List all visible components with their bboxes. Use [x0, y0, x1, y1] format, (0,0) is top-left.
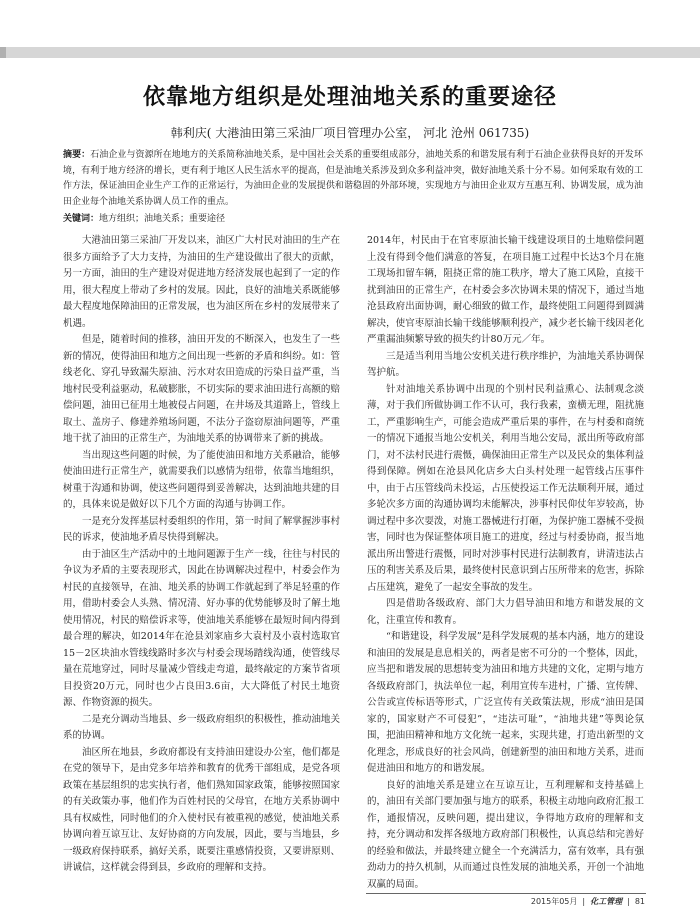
keywords-text: 地方组织；油地关系；重要途径 — [99, 214, 226, 224]
paragraph: 良好的油地关系是建立在互谅互让，互利理解和支持基础上的，油田有关部门要加强与地方的联系，积极主动地向政府汇报工作，通报情况，反映问题，提出建议，争得地方政府的理解和支持，充分调动和发挥各级地方政府部门积极性，认真总结和完善好的经验和做法，并最终建立健全一个充满活力，富有效率，具有强劲动力的持久机制，从而通过良性发展的油地关系，开创一个油地双赢的局面。 — [367, 779, 644, 890]
paragraph: 针对油地关系协调中出现的个别村民利益熏心、法制观念淡薄，对于我们所做协调工作不认可，我行我素，蛮横无理，阻扰施工，严重影响生产，可能会造成严重后果的事件，在与村委和商统一的情况下通报当地公安机关，利用当地公安局，派出所等政府部门，对不法村民进行震慑，确保油田正常生产以及民众的集体利益得到保障。例如在沧县风化店乡大白头村处理一起管线占压事件中，由于占压管线尚未投运，占压使投运工作无法顺利开展，通过多轮次多方面的沟通协调均未能解决，涉事村民仰仗年岁较高，协调过程中多次耍泼，对施工器械进行打砸，为保护施工器械不受损害，同时也为保证整体项目施工的进度，经过与村委协商，报当地派出所出警进行震慑，同时对涉事村民进行法制教育，讲清违法占压的利害关系及后果，最终使村民意识到占压所带来的危害，拆除占压建筑，避免了一起安全事故的发生。 — [367, 383, 644, 593]
body-column-right — [367, 233, 644, 893]
journal-name: 化工管理 — [590, 897, 623, 906]
paragraph: 一是充分发挥基层村委组织的作用，第一时间了解掌握涉事村民的诉求，使油地矛盾尽快得到解决。 — [63, 515, 340, 543]
abstract-label: 摘要： — [63, 150, 91, 160]
page-number: 81 — [634, 897, 645, 906]
keywords — [63, 212, 643, 227]
header-bar-accent — [0, 47, 6, 58]
header-bar — [0, 47, 700, 58]
paragraph: “和谐建设，科学发展”是科学发展观的基本内涵，地方的建设和油田的发展是息息相关的，两者是密不可分的一个整体，因此，应当把和谐发展的思想转变为油田和地方共建的文化，定期与地方各级政府部门，执法单位一起，利用宣传车进村，广播、宣传牌、公告或宣传标语等形式，广泛宣传有关政策法规，形成“油田是国家的，国家财产不可侵犯”，“违法可耻”，“油地共建”等舆论氛围，把油田精神和地方文化统一起来，实现共建，打造出新型的文化理念，形成良好的社会风尚，创建新型的油田和地方关系，进而促进油田和地方的和谐发展。 — [367, 631, 644, 774]
paragraph: 三是适当利用当地公安机关进行秩序维护，为油地关系协调保驾护航。 — [367, 350, 644, 378]
footer-rule — [366, 893, 646, 894]
article-title: 依靠地方组织是处理油地关系的重要途径 — [142, 85, 557, 110]
issue-date: 2015年05月 — [530, 897, 578, 906]
keywords-label: 关键词： — [63, 214, 100, 224]
paragraph: 由于油区生产活动中的土地问题源于生产一线，往往与村民的争议为矛盾的主要表现形式，因此在协调解决过程中，村委会作为村民的直接领导，在油、地关系的协调工作就起到了举足轻重的作用，借助村委会人头熟、情况清、好办事的优势能够及时了解土地使用情况，村民的赔偿诉求等，使油地关系能够在最短时间内得到最合理的解决，如2014年在沧县刘家庙乡大袁村及小袁村选取官15－2区块油水管线线路时多次与村委会现场踏线沟通，使管线尽量在荒地穿过，同时尽量减少管线走弯道，最终敲定的方案节省项目投资20万元，同时也少占良田3.6亩，大大降低了村民土地资源、作物资源的损失。 — [63, 548, 340, 708]
paragraph: 二是充分调动当地县、乡一级政府组织的积极性，推动油地关系的协调。 — [63, 713, 340, 741]
author-line: 韩利庆( 大港油田第三采油厂项目管理办公室， 河北 沧州 061735) — [170, 126, 530, 140]
body-column-left — [63, 233, 340, 877]
abstract-text: 石油企业与资源所在地地方的关系简称油地关系，是中国社会关系的重要组成部分，油地关系的和谐发展有利于石油企业获得良好的开发环境，有利于地方经济的增长，更有利于地区人民生活水平的提高，但是油地关系涉及到众多利益冲突，做好油地关系十分不易。如何采取有效的工作方法，保证油田企业生产工作的正常运行，为油田企业的发展提供和谐稳固的外部环境，实现地方与油田企业双方互惠互利、协调发展，成为油田企业每个油地关系协调人员工作的重点。 — [63, 150, 643, 207]
paragraph: 2014年，村民由于在官枣原油长输干线建设项目的土地赔偿问题上没有得到令他们满意的答复，在项目施工过程中长达3个月在施工现场扣留车辆，阻挠正常的施工秩序，增大了施工风险，直接干扰到油田的正常生产，在村委会多次协调未果的情况下，通过当地沧县政府出面协调，耐心细致的做工作，最终使阻工问题得到圆满解决，使官枣原油长输干线能够顺利投产，减少老长输干线因老化严重漏油频繁导致的损失约计80万元／年。 — [367, 235, 644, 345]
paragraph: 但是，随着时间的推移，油田开发的不断深入，也发生了一些新的情况，使得油田和地方之间出现一些新的矛盾和纠纷。如：管线老化、穿孔导致漏失原油、污水对农田造成的污染日益严重，当地村民受利益驱动，私破膨胀，不切实际的要求油田进行高额的赔偿问题，油田已征用土地被侵占问题，在井场及其道路上，管线上取土、盖房子、修建养殖场问题，不法分子盗窃原油问题等，严重地干扰了油田的正常生产，为油地关系的协调带来了新的挑战。 — [63, 334, 340, 444]
paragraph: 油区所在地县，乡政府都设有支持油田建设办公室，他们都是在党的领导下，是由党多年培养和教育的优秀干部组成，是党各项政策在基层组织的忠实执行者，他们熟知国家政策，能够按照国家的有关政策办事，他们作为百姓村民的父母官，在地方关系协调中具有权威性，同时他们的介入使村民有被重视的感觉，使油地关系协调向着互谅互让、友好协商的方向发展，因此，要与当地县，乡一级政府保持联系，搞好关系，既要注重感情投资，又要讲原则、讲诚信，这样就会得到县，乡政府的理解和支持。 — [63, 746, 340, 873]
paragraph: 当出现这些问题的时候，为了能使油田和地方关系融洽，能够使油田进行正常生产，就需要我们以感情为纽带，依靠当地组织，树重于沟通和协调，使这些问题得到妥善解决，达到油地共建的目的，具体来说是做好以下几个方面的沟通与协调工作。 — [63, 449, 340, 510]
page-footer: 2015年05月 | 化工管理 | 81 — [530, 897, 645, 906]
paragraph: 四是借助各级政府、部门大力倡导油田和地方和谐发展的文化，注重宣传和教育。 — [367, 598, 644, 626]
abstract — [63, 148, 643, 210]
paragraph: 大港油田第三采油厂开发以来，油区广大村民对油田的生产在很多方面给予了大力支持，为油田的生产建设做出了很大的贡献，另一方面，油田的生产建设对促进地方经济发展也起到了一定的作用，很大程度上带动了乡村的发展。因此，良好的油地关系既能够最大程度地保障油田的正常发展，也为油区所在乡村的发展带来了机遇。 — [63, 235, 340, 329]
